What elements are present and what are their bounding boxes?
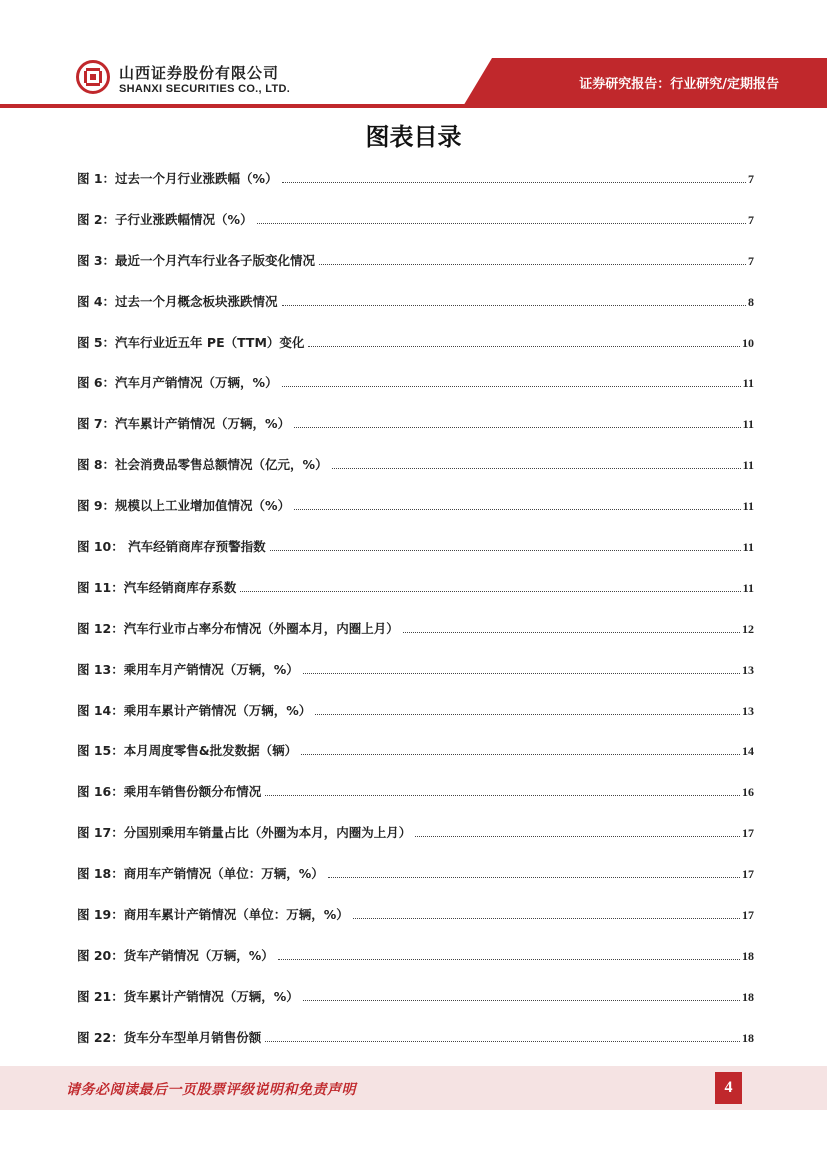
page-number: 4 — [715, 1072, 742, 1104]
toc-entry-label: 图 6：汽车月产销情况（万辆，%） — [77, 375, 278, 391]
toc-entry[interactable] — [77, 660, 754, 701]
toc-leader-dots — [303, 1000, 740, 1001]
toc-leader-dots — [328, 877, 740, 878]
toc-entry[interactable] — [77, 701, 754, 742]
toc-entry[interactable] — [77, 169, 754, 210]
toc-leader-dots — [282, 386, 741, 387]
page-title: 图表目录 — [365, 123, 462, 151]
toc-entry-page: 11 — [742, 458, 754, 473]
toc-entry-label: 图 5：汽车行业近五年 PE（TTM）变化 — [77, 334, 305, 350]
toc-leader-dots — [353, 918, 740, 919]
toc-leader-dots — [332, 468, 741, 469]
toc-entry-label: 图 9：规模以上工业增加值情况（%） — [77, 498, 291, 514]
toc-leader-dots — [294, 427, 741, 428]
toc-entry[interactable] — [77, 455, 754, 496]
figure-toc-list — [77, 169, 754, 1069]
toc-leader-dots — [294, 509, 741, 510]
toc-entry-page: 13 — [742, 662, 754, 677]
toc-entry[interactable] — [77, 333, 754, 374]
toc-entry-label: 图 7：汽车累计产销情况（万辆，%） — [77, 416, 291, 432]
toc-entry-page: 11 — [742, 499, 754, 514]
toc-entry-label: 图 20：货车产销情况（万辆，%） — [77, 947, 274, 963]
company-name-en: SHANXI SECURITIES CO., LTD. — [119, 83, 291, 95]
toc-entry-label: 图 19：商用车累计产销情况（单位：万辆，%） — [77, 907, 349, 923]
toc-entry[interactable] — [77, 1028, 754, 1069]
toc-entry-label: 图 22：货车分车型单月销售份额 — [77, 1029, 262, 1045]
toc-entry-page: 18 — [742, 1030, 754, 1045]
toc-leader-dots — [257, 223, 746, 224]
toc-entry[interactable] — [77, 823, 754, 864]
toc-entry[interactable] — [77, 414, 754, 455]
toc-entry-page: 17 — [742, 908, 754, 923]
page-header — [0, 0, 827, 108]
toc-leader-dots — [303, 673, 740, 674]
toc-entry-label: 图 4：过去一个月概念板块涨跌情况 — [77, 293, 278, 309]
company-name-cn: 山西证券股份有限公司 — [119, 64, 280, 82]
toc-entry-label: 图 18：商用车产销情况（单位：万辆，%） — [77, 866, 324, 882]
toc-entry[interactable] — [77, 373, 754, 414]
toc-entry-page: 18 — [742, 948, 754, 963]
toc-entry-page: 7 — [748, 253, 754, 268]
toc-entry-page: 13 — [742, 703, 754, 718]
company-logo-icon — [76, 60, 110, 94]
toc-entry-page: 11 — [742, 376, 754, 391]
toc-entry-page: 14 — [742, 744, 754, 759]
toc-entry[interactable] — [77, 741, 754, 782]
toc-entry-page: 17 — [742, 867, 754, 882]
toc-entry-page: 16 — [742, 785, 754, 800]
toc-leader-dots — [265, 795, 740, 796]
toc-entry-label: 图 15：本月周度零售&批发数据（辆） — [77, 743, 298, 759]
toc-entry[interactable] — [77, 987, 754, 1028]
toc-leader-dots — [301, 754, 740, 755]
page-footer — [0, 1066, 827, 1110]
toc-entry-page: 7 — [748, 212, 754, 227]
toc-entry-page: 12 — [742, 621, 754, 636]
toc-entry-page: 11 — [742, 580, 754, 595]
toc-leader-dots — [282, 182, 746, 183]
toc-entry-label: 图 13：乘用车月产销情况（万辆，%） — [77, 661, 299, 677]
toc-entry-label: 图 8：社会消费品零售总额情况（亿元，%） — [77, 457, 328, 473]
toc-entry-label: 图 16：乘用车销售份额分布情况 — [77, 784, 262, 800]
toc-entry-page: 17 — [742, 826, 754, 841]
toc-entry-label: 图 1：过去一个月行业涨跌幅（%） — [77, 171, 278, 186]
toc-entry[interactable] — [77, 905, 754, 946]
toc-entry[interactable] — [77, 578, 754, 619]
toc-entry[interactable] — [77, 251, 754, 292]
toc-leader-dots — [308, 346, 740, 347]
toc-entry-page: 18 — [742, 989, 754, 1004]
toc-leader-dots — [282, 305, 746, 306]
toc-entry[interactable] — [77, 210, 754, 251]
toc-entry[interactable] — [77, 619, 754, 660]
toc-entry[interactable] — [77, 864, 754, 905]
toc-entry[interactable] — [77, 946, 754, 987]
report-type: 证券研究报告：行业研究/定期报告 — [579, 77, 779, 92]
toc-entry-label: 图 11：汽车经销商库存系数 — [77, 579, 237, 595]
disclaimer-text: 请务必阅读最后一页股票评级说明和免责声明 — [66, 1082, 356, 1098]
toc-leader-dots — [319, 264, 746, 265]
toc-leader-dots — [415, 836, 740, 837]
toc-entry-page: 7 — [748, 172, 754, 186]
toc-entry[interactable] — [77, 782, 754, 823]
toc-entry[interactable] — [77, 496, 754, 537]
toc-entry[interactable] — [77, 292, 754, 333]
toc-entry-page: 10 — [742, 335, 754, 350]
toc-leader-dots — [403, 632, 740, 633]
toc-entry-page: 11 — [742, 540, 754, 555]
toc-leader-dots — [240, 591, 740, 592]
toc-leader-dots — [270, 550, 741, 551]
toc-entry-label: 图 12：汽车行业市占率分布情况（外圈本月，内圈上月） — [77, 620, 399, 636]
toc-entry-label: 图 17：分国别乘用车销量占比（外圈为本月，内圈为上月） — [77, 825, 412, 841]
toc-entry-label: 图 21：货车累计产销情况（万辆，%） — [77, 988, 299, 1004]
toc-entry-label: 图 3：最近一个月汽车行业各子版变化情况 — [77, 252, 316, 268]
toc-entry-label: 图 14：乘用车累计产销情况（万辆，%） — [77, 702, 312, 718]
toc-entry-page: 8 — [748, 294, 754, 309]
toc-leader-dots — [265, 1041, 740, 1042]
toc-entry-page: 11 — [742, 417, 754, 432]
toc-entry[interactable] — [77, 537, 754, 578]
toc-leader-dots — [315, 714, 740, 715]
toc-entry-label: 图 10： 汽车经销商库存预警指数 — [77, 539, 266, 555]
toc-leader-dots — [278, 959, 740, 960]
toc-entry-label: 图 2：子行业涨跌幅情况（%） — [77, 211, 253, 227]
